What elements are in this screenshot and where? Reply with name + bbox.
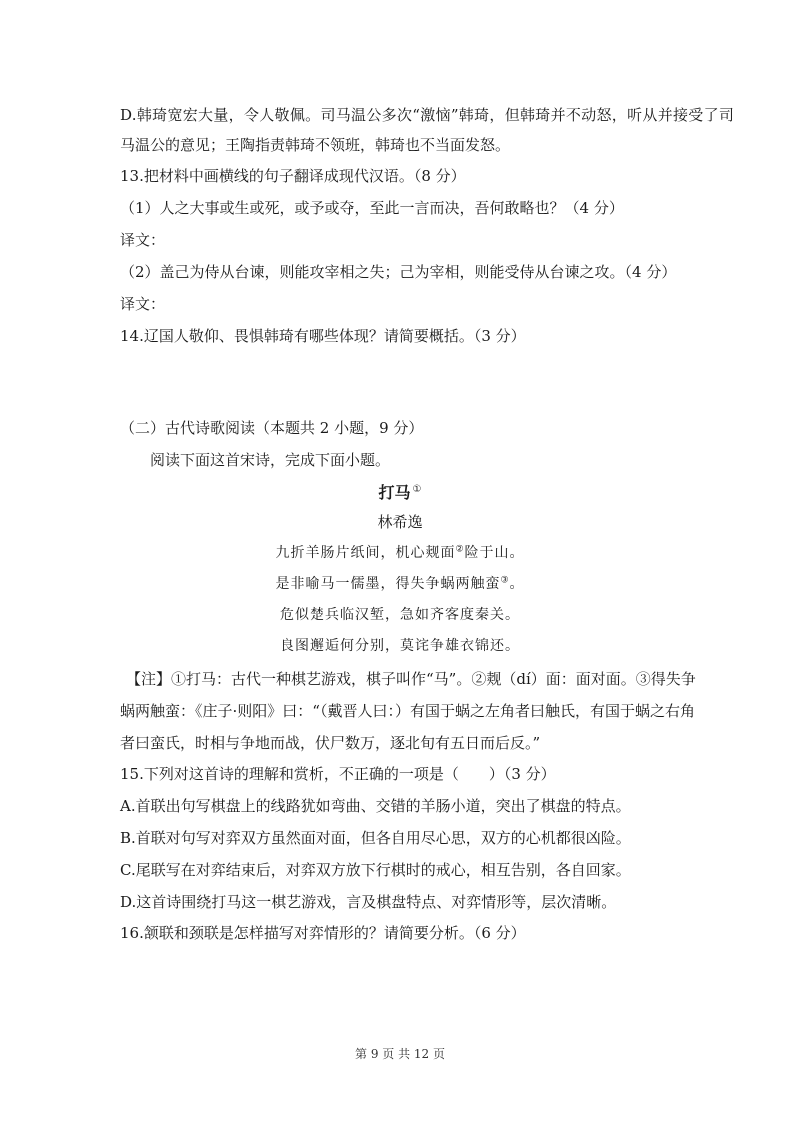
q13-answer-label2: 译文： <box>120 295 166 313</box>
q13-item1: （1）人之大事或生或死，或予或夺，至此一言而决，吾何敢略也？（4 分） <box>120 199 624 217</box>
q13-item2: （2）盖己为侍从台谏，则能攻宰相之失；己为宰相，则能受侍从台谏之攻。（4 分） <box>120 263 677 281</box>
q15-option-b: B.首联对句写对弈双方虽然面对面，但各自用尽心思，双方的心机都很凶险。 <box>120 829 631 847</box>
poem-line1 <box>0 542 800 562</box>
notes-line2: 蜗两触蛮：《庄子·则阳》曰：“（戴晋人曰：）有国于蜗之左角者曰触氏，有国于蜗之右角 <box>120 702 695 720</box>
poem-title-text: 打马 <box>378 483 411 502</box>
poem-line1-b: 险于山。 <box>464 545 525 561</box>
poem-line2-b: 。 <box>509 576 525 592</box>
q15-option-a: A.首联出句写棋盘上的线路犹如弯曲、交错的羊肠小道，突出了棋盘的特点。 <box>120 797 631 815</box>
q15-stem: 15.下列对这首诗的理解和赏析，不正确的一项是（ ）（3 分） <box>120 765 556 783</box>
q13-stem: 13.把材料中画横线的句子翻译成现代汉语。（8 分） <box>120 167 466 185</box>
poem-title <box>0 480 800 503</box>
q12-option-d-line2: 马温公的意见；王陶指责韩琦不领班，韩琦也不当面发怒。 <box>120 136 511 154</box>
q13-answer-label1: 译文： <box>120 231 166 249</box>
poem-line1-note: ② <box>455 544 465 555</box>
q14-stem: 14.辽国人敬仰、畏惧韩琦有哪些体现？请简要概括。（3 分） <box>120 327 526 345</box>
poem-title-note: ① <box>412 483 422 495</box>
poem-line4: 良图邂逅何分别，莫诧争雄衣锦还。 <box>280 638 520 654</box>
q12-option-d-line1: D.韩琦宽宏大量，令人敬佩。司马温公多次“激恼”韩琦，但韩琦并不动怒，听从并接受了司 <box>120 106 735 124</box>
poem-line2-a: 是非喻马一儒墨，得失争蜗两触蛮 <box>275 576 501 592</box>
page-footer: 第 9 页 共 12 页 <box>355 1047 445 1061</box>
notes-line3: 者曰蛮氏，时相与争地而战，伏尸数万，逐北旬有五日而后反。” <box>120 734 541 752</box>
poem-author: 林希逸 <box>377 513 423 531</box>
poem-line2-note: ③ <box>500 575 510 586</box>
section2-instruction: 阅读下面这首宋诗，完成下面小题。 <box>150 451 391 469</box>
poem-line2 <box>0 573 800 593</box>
q15-option-d: D.这首诗围绕打马这一棋艺游戏，言及棋盘特点、对弈情形等，层次清晰。 <box>120 893 617 911</box>
poem-line3: 危似楚兵临汉堑，急如齐客度秦关。 <box>280 607 520 623</box>
q15-option-c: C.尾联写在对弈结束后，对弈双方放下行棋时的戒心，相互告别，各自回家。 <box>120 861 631 879</box>
notes-line1: 【注】①打马：古代一种棋艺游戏，棋子叫作“马”。②觌（dí）面：面对面。③得失争 <box>126 670 696 688</box>
poem-line1-a: 九折羊肠片纸间，机心觌面 <box>275 545 456 561</box>
q16-stem: 16.颔联和颈联是怎样描写对弈情形的？请简要分析。（6 分） <box>120 924 526 942</box>
section2-heading: （二）古代诗歌阅读（本题共 2 小题，9 分） <box>120 419 424 437</box>
